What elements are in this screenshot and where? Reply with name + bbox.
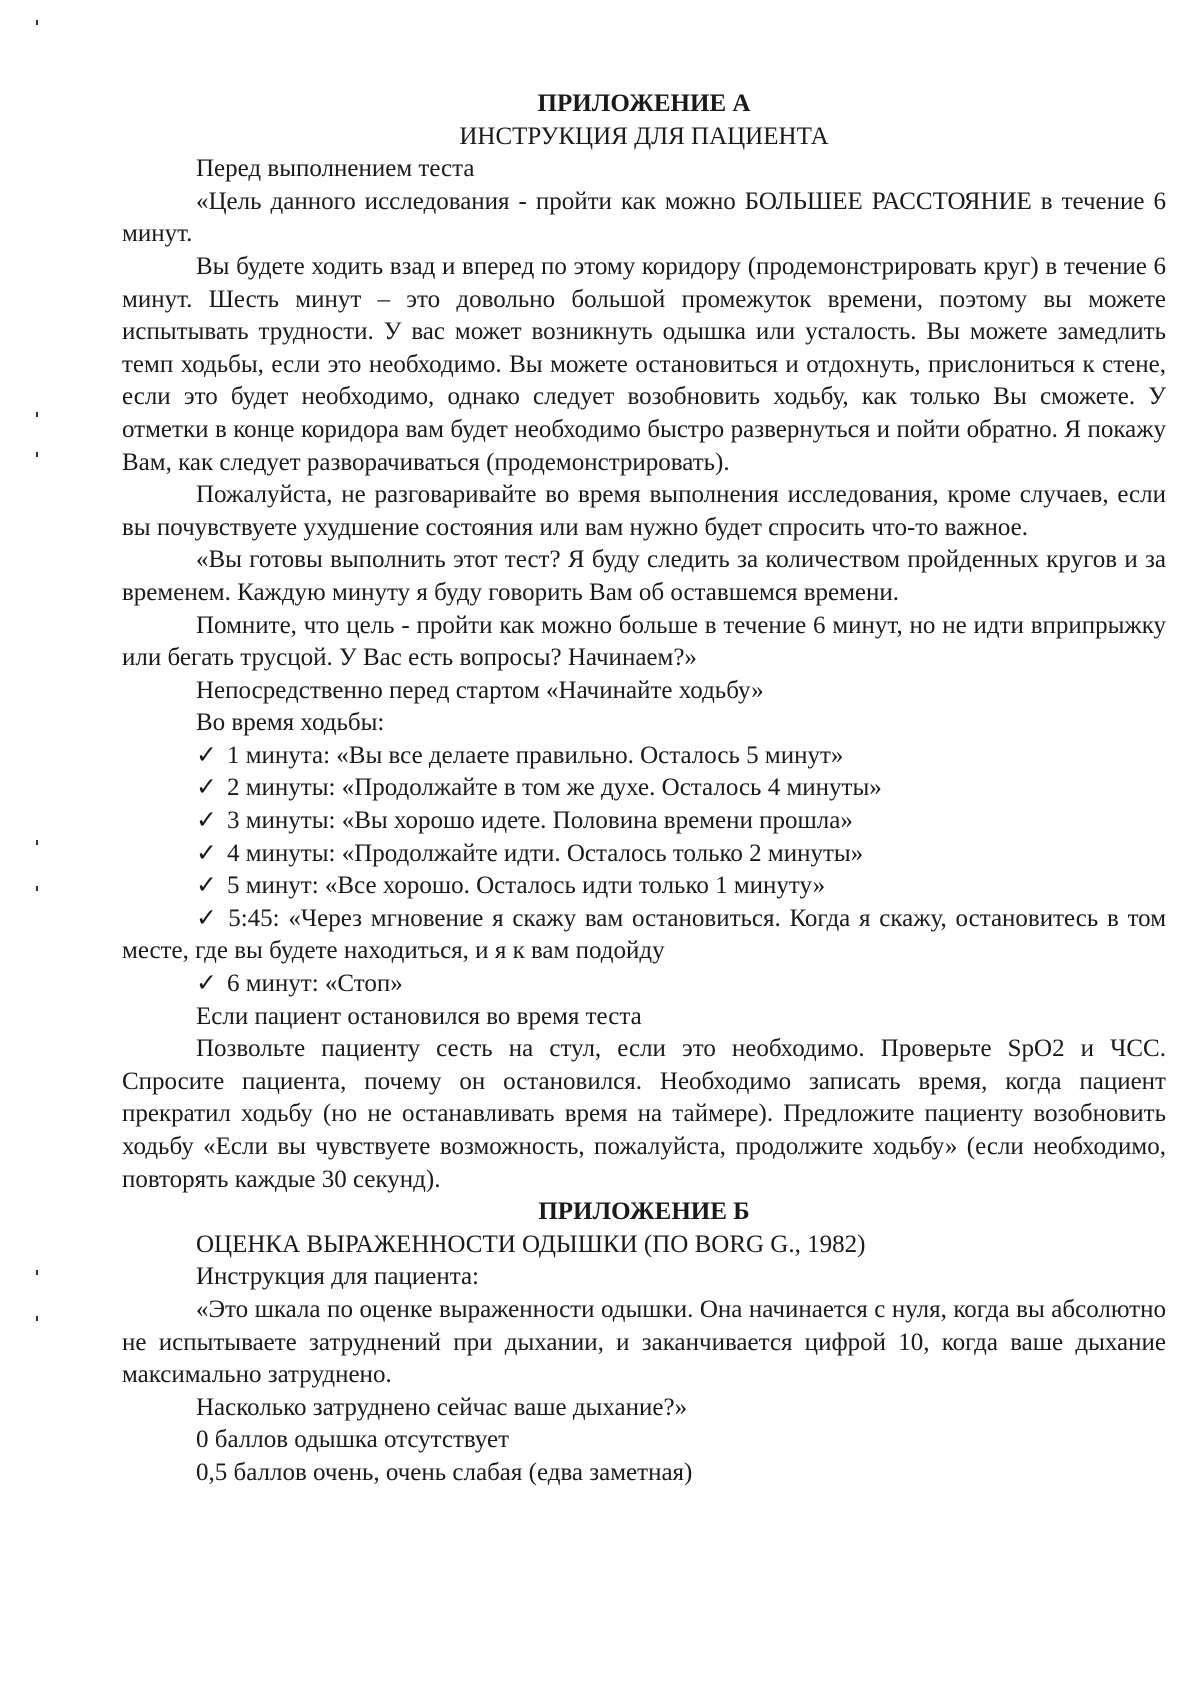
paragraph: «Вы готовы выполнить этот тест? Я буду следить за количеством пройденных кругов и за временем. Каждую минуту я буду говорить Вам об оставшемся времени.	[122, 546, 1166, 606]
checklist-item	[122, 805, 1166, 838]
checklist-item-text: 5 минут: «Все хорошо. Осталось идти только 1 минуту»	[226, 872, 826, 900]
checkmark-icon: ✓	[196, 807, 217, 835]
appendix-a-subtitle: ИНСТРУКЦИЯ ДЛЯ ПАЦИЕНТА	[459, 122, 829, 150]
during-heading: Во время ходьбы:	[196, 709, 385, 737]
paragraph: «Цель данного исследования - пройти как можно БОЛЬШЕЕ РАССТОЯНИЕ в течение 6 минут.	[122, 187, 1166, 248]
scan-mark	[36, 20, 38, 25]
stop-paragraph: Позвольте пациенту сесть на стул, если это необходимо. Проверьте SpO2 и ЧСС. Спросите пациента, почему он остановился. Необходимо записать время, когда пациент прекратил ходьбу (но не останавливать время на таймере). Предложите пациенту возобновить ходьбу «Если вы чувствуете возможность, пожалуйста, продолжите ходьбу» (если необходимо, повторять каждые 30 секунд).	[122, 1035, 1166, 1193]
paragraph: Пожалуйста, не разговаривайте во время выполнения исследования, кроме случаев, если вы почувствуете ухудшение состояния или вам нужно будет спросить что-то важное.	[122, 481, 1166, 541]
paragraph: Вы будете ходить взад и вперед по этому коридору (продемонстрировать круг) в течение 6 минут. Шесть минут – это довольно большой промежуток времени, поэтому вы можете испытывать трудности. У вас может возникнуть одышка или усталость. Вы можете замедлить темп ходьбы, если это необходимо. Вы можете остановиться и отдохнуть, прислониться к стене, если это будет необходимо, однако следует возобновить ходьбу, как только Вы сможете. У отметки в конце коридора вам будет необходимо быстро развернуться и пойти обратно. Я покажу Вам, как следует разворачиваться (продемонстрировать).	[122, 252, 1166, 476]
checkmark-icon: ✓	[196, 872, 217, 900]
checklist-item-text: 3 минуты: «Вы хорошо идете. Половина времени прошла»	[226, 807, 853, 835]
before-test-heading: Перед выполнением теста	[196, 155, 475, 183]
scan-mark	[36, 840, 38, 845]
instruction-heading: Инструкция для пациента:	[196, 1263, 480, 1291]
scale-item: 0 баллов одышка отсутствует	[196, 1426, 510, 1454]
checklist-item	[122, 772, 1166, 805]
scan-mark	[36, 1270, 38, 1275]
scan-mark	[36, 452, 38, 457]
checklist-item-text: 6 минут: «Стоп»	[226, 970, 403, 998]
paragraph: Помните, что цель - пройти как можно больше в течение 6 минут, но не идти вприпрыжку или бегать трусцой. У Вас есть вопросы? Начинаем?»	[122, 611, 1166, 672]
checklist-item	[122, 838, 1166, 871]
checklist-item	[122, 903, 1166, 968]
appendix-b-subtitle: ОЦЕНКА ВЫРАЖЕННОСТИ ОДЫШКИ (ПО BORG G., 1982)	[196, 1230, 866, 1258]
appendix-b-question: Насколько затруднено сейчас ваше дыхание?»	[196, 1393, 688, 1421]
appendix-a-title: ПРИЛОЖЕНИЕ А	[537, 90, 751, 117]
appendix-b-paragraph: «Это шкала по оценке выраженности одышки. Она начинается с нуля, когда вы абсолютно не испытываете затруднений при дыхании, и заканчивается цифрой 10, когда ваше дыхание максимально затруднено.	[122, 1295, 1166, 1389]
appendix-b-title: ПРИЛОЖЕНИЕ Б	[538, 1198, 750, 1226]
start-line: Непосредственно перед стартом «Начинайте ходьбу»	[196, 676, 764, 704]
scan-mark	[36, 412, 38, 417]
checkmark-icon: ✓	[196, 741, 217, 769]
checkmark-icon: ✓	[196, 839, 217, 867]
checklist-item-text: 4 минуты: «Продолжайте идти. Осталось только 2 минуты»	[226, 839, 864, 867]
stop-heading: Если пациент остановился во время теста	[196, 1002, 642, 1030]
checkmark-icon: ✓	[196, 904, 220, 932]
scan-mark	[36, 1316, 38, 1321]
scan-mark	[36, 886, 38, 891]
checklist-item-text: 5:45: «Через мгновение я скажу вам остановиться. Когда я скажу, остановитесь в том месте, где вы будете находиться, и я к вам подойду	[122, 904, 1167, 965]
checklist-item	[122, 968, 1166, 1001]
checkmark-icon: ✓	[196, 774, 217, 802]
document-page	[122, 88, 1166, 1490]
checklist-item	[122, 870, 1166, 903]
checklist-item	[122, 740, 1166, 773]
checklist-item-text: 2 минуты: «Продолжайте в том же духе. Осталось 4 минуты»	[226, 774, 882, 802]
checklist-item-text: 1 минута: «Вы все делаете правильно. Осталось 5 минут»	[226, 741, 844, 769]
checkmark-icon: ✓	[196, 970, 217, 998]
scale-item: 0,5 баллов очень, очень слабая (едва заметная)	[196, 1458, 693, 1486]
